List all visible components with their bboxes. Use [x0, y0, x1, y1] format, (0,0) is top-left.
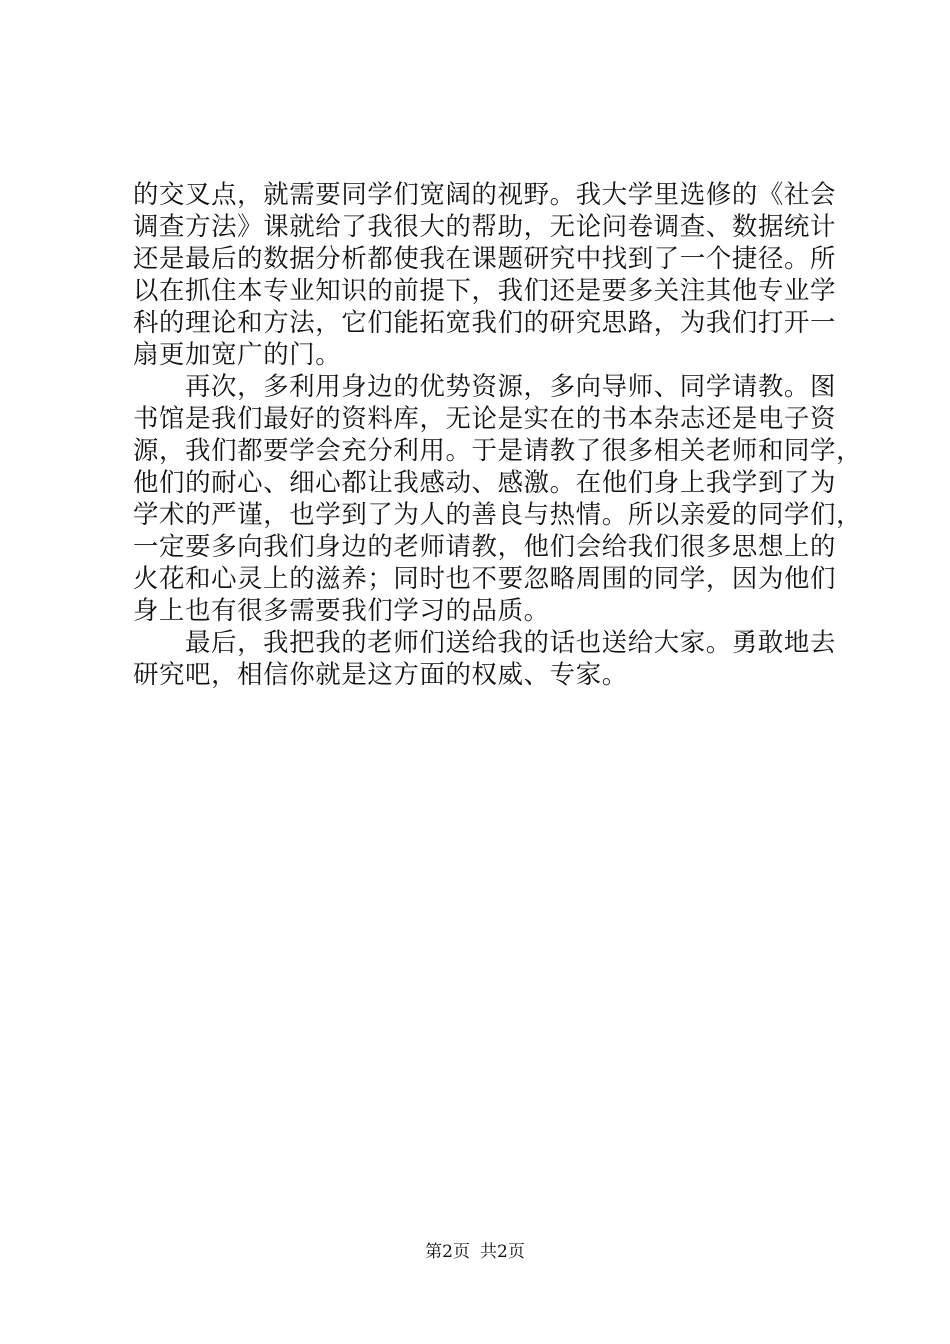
text-line: 还是最后的数据分析都使我在课题研究中找到了一个捷径。所	[133, 243, 837, 273]
text-line: 源，我们都要学会充分利用。于是请教了很多相关老师和同学，	[133, 435, 863, 465]
text-line: 身上也有很多需要我们学习的品质。	[133, 595, 550, 625]
paragraph-first-line: 再次，多利用身边的优势资源，多向导师、同学请教。图	[185, 371, 837, 401]
page-footer	[0, 1240, 950, 1264]
text-line: 扇更加宽广的门。	[133, 339, 342, 369]
text-line: 学术的严谨，也学到了为人的善良与热情。所以亲爱的同学们，	[133, 499, 863, 529]
page-total: 共2页	[480, 1242, 525, 1262]
text-line: 他们的耐心、细心都让我感动、感激。在他们身上我学到了为	[133, 467, 837, 497]
text-line: 一定要多向我们身边的老师请教，他们会给我们很多思想上的	[133, 531, 837, 561]
text-line: 火花和心灵上的滋养；同时也不要忽略周围的同学，因为他们	[133, 563, 837, 593]
text-line: 的交叉点，就需要同学们宽阔的视野。我大学里选修的《社会	[133, 179, 837, 209]
page-number: 第2页	[425, 1242, 470, 1262]
text-line: 科的理论和方法，它们能拓宽我们的研究思路，为我们打开一	[133, 307, 837, 337]
paragraph-first-line: 最后，我把我的老师们送给我的话也送给大家。勇敢地去	[185, 627, 837, 657]
text-line: 研究吧，相信你就是这方面的权威、专家。	[133, 659, 628, 689]
text-line: 书馆是我们最好的资料库，无论是实在的书本杂志还是电子资	[133, 403, 837, 433]
text-line: 调查方法》课就给了我很大的帮助，无论问卷调查、数据统计	[133, 211, 837, 241]
text-line: 以在抓住本专业知识的前提下，我们还是要多关注其他专业学	[133, 275, 837, 305]
